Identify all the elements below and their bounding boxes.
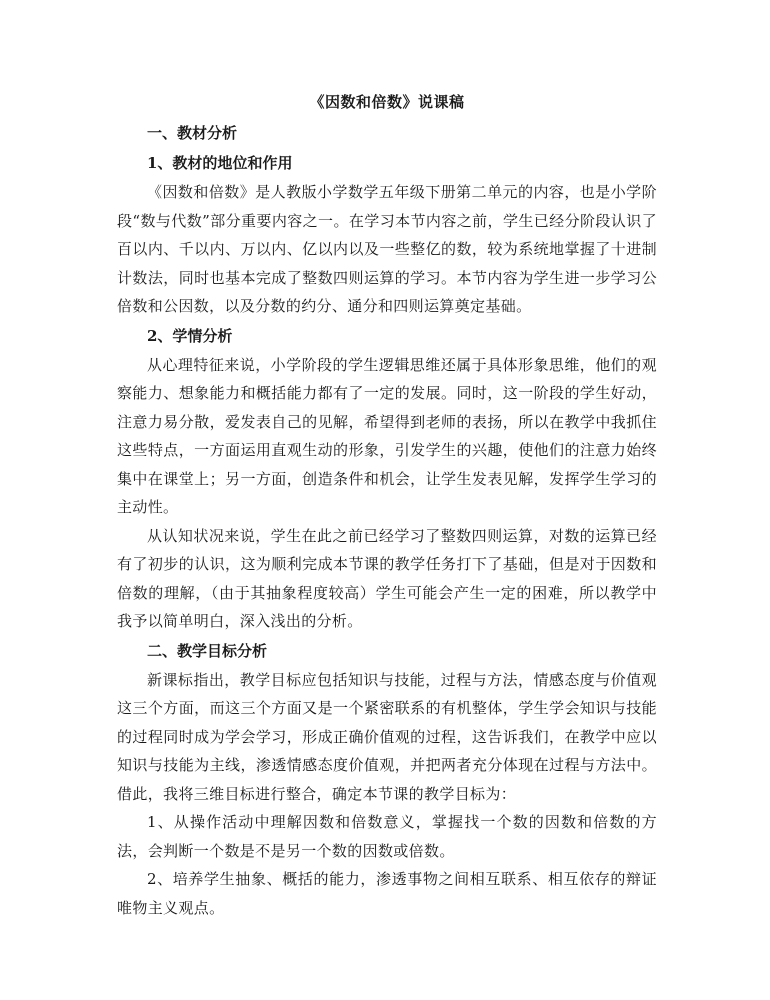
paragraph-position-role: 《因数和倍数》是人教版小学数学五年级下册第二单元的内容，也是小学阶段“数与代数”部分重要内容之一。在学习本节内容之前，学生已经分阶段认识了百以内、千以内、万以内、亿以内以及一些整亿的数，较为系统地掌握了十进制计数法，同时也基本完成了整数四则运算的学习。本节内容为学生进一步学习公倍数和公因数，以及分数的约分、通分和四则运算奠定基础。 — [117, 183, 657, 315]
document-page — [117, 88, 657, 922]
document-title: 《因数和倍数》说课稿 — [309, 93, 465, 111]
goal-item-1: 1、从操作活动中理解因数和倍数意义，掌握找一个数的因数和倍数的方法，会判断一个数是不是另一个数的因数或倍数。 — [117, 813, 657, 860]
paragraph-teaching-goals: 新课标指出，教学目标应包括知识与技能，过程与方法，情感态度与价值观这三个方面，而这三个方面又是一个紧密联系的有机整体，学生学会知识与技能的过程同时成为学会学习，形成正确价值观的过程，这告诉我们，在教学中应以知识与技能为主线，渗透情感态度价值观，并把两者充分体现在过程与方法中。借此，我将三维目标进行整合，确定本节课的教学目标为： — [117, 670, 657, 803]
paragraph-psychological-traits: 从心理特征来说，小学阶段的学生逻辑思维还属于具体形象思维，他们的观察能力、想象能力和概括能力都有了一定的发展。同时，这一阶段的学生好动，注意力易分散，爱发表自己的见解，希望得到老师的表扬，所以在教学中我抓住这些特点，一方面运用直观生动的形象，引发学生的兴趣，使他们的注意力始终集中在课堂上；另一方面，创造条件和机会，让学生发表见解，发挥学生学习的主动性。 — [117, 355, 657, 516]
paragraph-cognitive-status: 从认知状况来说，学生在此之前已经学习了整数四则运算，对数的运算已经有了初步的认识，这为顺利完成本节课的教学任务打下了基础，但是对于因数和倍数的理解，（由于其抽象程度较高）学生可能会产生一定的困难，所以教学中我予以简单明白，深入浅出的分析。 — [117, 526, 657, 630]
goal-item-2: 2、培养学生抽象、概括的能力，渗透事物之间相互联系、相互依存的辩证唯物主义观点。 — [117, 870, 657, 917]
subsection-heading-position-role: 1、教材的地位和作用 — [147, 154, 293, 172]
section-heading-teaching-goals: 二、教学目标分析 — [147, 641, 268, 660]
section-heading-textbook-analysis: 一、教材分析 — [147, 124, 238, 142]
subsection-heading-student-analysis: 2、学情分析 — [147, 326, 233, 345]
